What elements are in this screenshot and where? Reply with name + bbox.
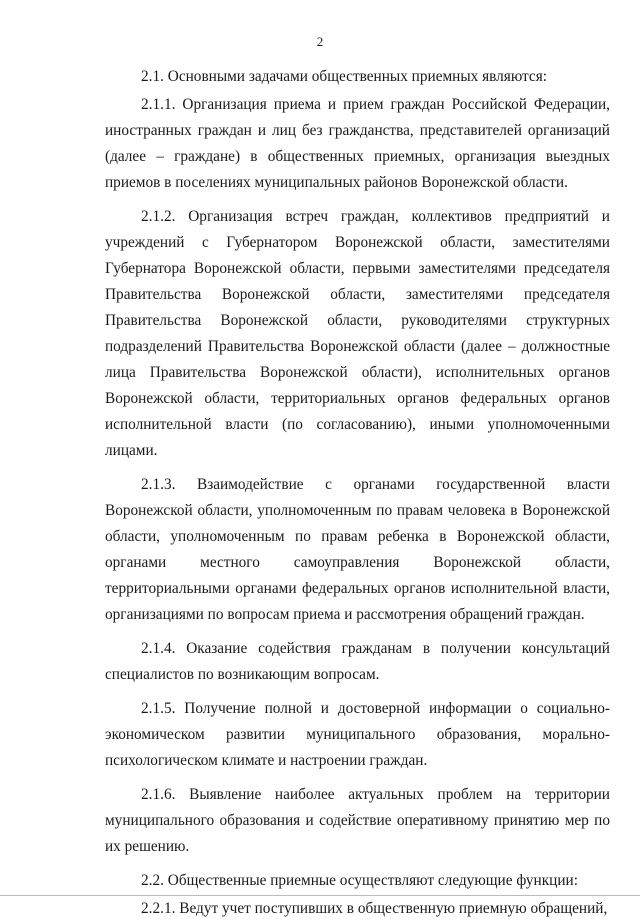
paragraph-2-1-3: 2.1.3. Взаимодействие с органами государственной власти Воронежской области, уполномоченным по правам человека в Воронежской области, уполномоченным по правам ребенка в Воронежской области, органами местного самоуправления Воронежской области, территориальными органами федеральных органов исполнительной власти, организациями по вопросам приема и рассмотрения обращений граждан.: [105, 476, 610, 623]
paragraph-2-1-4: 2.1.4. Оказание содействия гражданам в получении консультаций специалистов по возникающим вопросам.: [105, 640, 610, 683]
paragraph-2-1-6: 2.1.6. Выявление наиболее актуальных проблем на территории муниципального образования и содействие оперативному принятию мер по их решению.: [105, 786, 610, 855]
paragraph-2-1-5: 2.1.5. Получение полной и достоверной информации о социально-экономическом развитии муниципального образования, морально-психологическом климате и настроении граждан.: [105, 700, 610, 769]
document-body: [105, 64, 610, 922]
page-bottom-edge: [0, 895, 640, 896]
paragraph-2-1-1: 2.1.1. Организация приема и прием граждан Российской Федерации, иностранных граждан и лиц без гражданства, представителей организаций (далее – граждане) в общественных приемных, организация выездных приемов в поселениях муниципальных районов Воронежской области.: [105, 96, 610, 191]
page-number: 2: [316, 34, 324, 49]
paragraph-2-1-2: 2.1.2. Организация встреч граждан, коллективов предприятий и учреждений с Губернатором Воронежской области, заместителями Губернатора Воронежской области, первыми заместителями председателя Правительства Воронежской области, заместителями председателя Правительства Воронежской области, руководителями структурных подразделений Правительства Воронежской области (далее – должностные лица Правительства Воронежской области), исполнительных органов Воронежской области, территориальных органов федеральных органов исполнительной власти (по согласованию), иными уполномоченными лицами.: [105, 208, 610, 459]
paragraph-2-2-1: 2.2.1. Ведут учет поступивших в общественную приемную обращений,: [141, 900, 608, 917]
paragraph-2-2: 2.2. Общественные приемные осуществляют следующие функции:: [141, 872, 578, 889]
paragraph-2-1: 2.1. Основными задачами общественных приемных являются:: [141, 68, 548, 85]
